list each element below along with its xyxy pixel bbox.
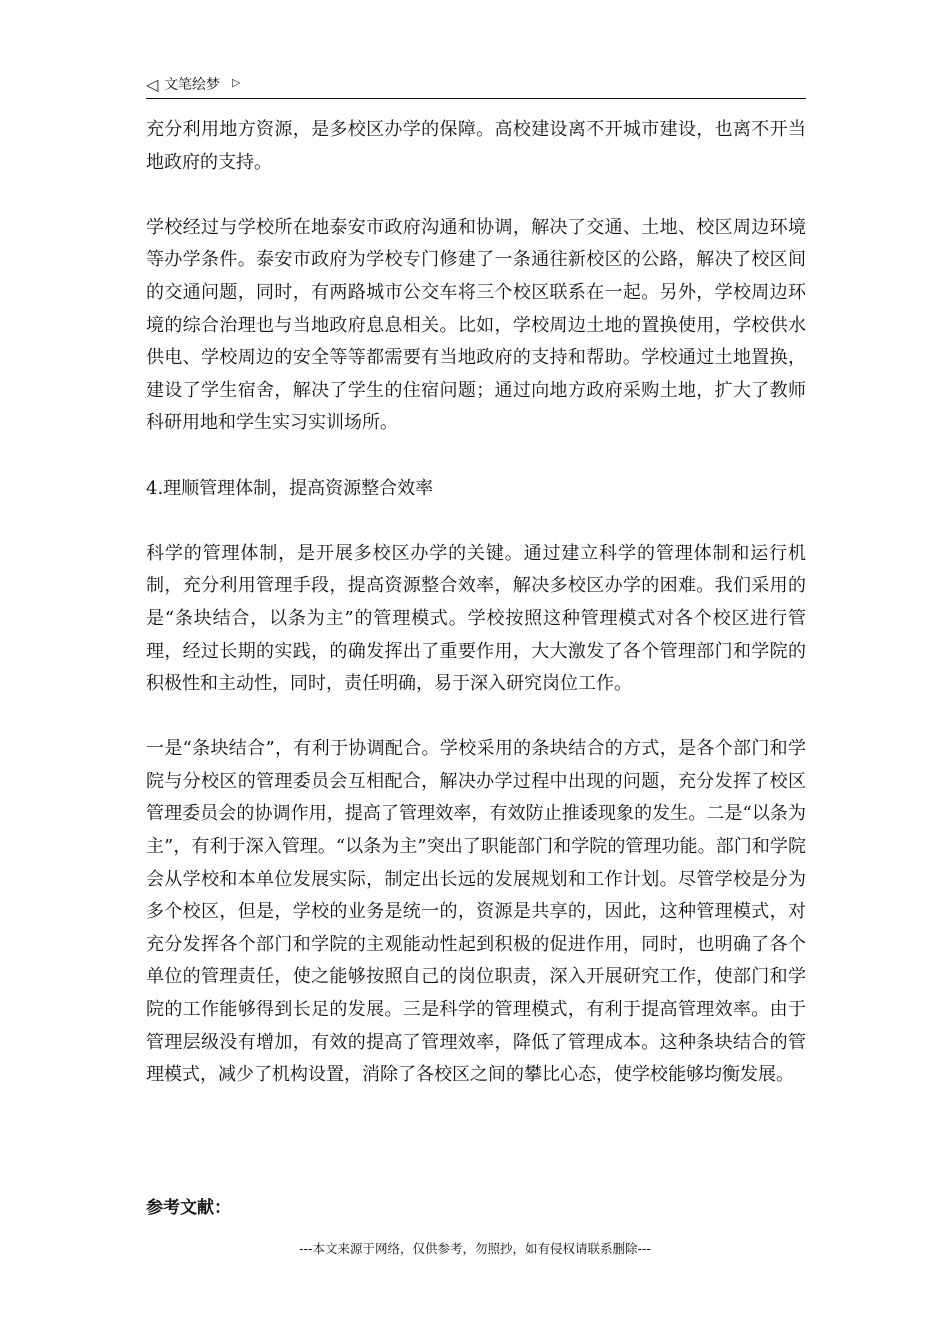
right-triangle-icon: ▷	[232, 76, 241, 89]
section-heading: 4.理顺管理体制，提高资源整合效率	[146, 477, 434, 499]
footer-disclaimer: ---本文来源于网络，仅供参考，勿照抄，如有侵权请联系删除---	[298, 1241, 652, 1256]
header-title: 文笔绘梦	[164, 77, 220, 93]
paragraph-local-resources: 充分利用地方资源，是多校区办学的保障。高校建设离不开城市建设，也离不开当地政府的支持。	[146, 119, 806, 173]
page-header	[146, 74, 806, 99]
references-label: 参考文献：	[146, 1198, 231, 1218]
paragraph-management-details: 一是“条块结合”，有利于协调配合。学校采用的条块结合的方式，是各个部门和学院与分校区的管理委员会互相配合，解决办学过程中出现的问题，充分发挥了校区管理委员会的协调作用，提高了管理效率，有效防止推诿现象的发生。二是“以条为主”，有利于深入管理。“以条为主”突出了职能部门和学院的管理功能。部门和学院会从学校和本单位发展实际，制定出长远的发展规划和工作计划。尽管学校是分为多个校区，但是，学校的业务是统一的，资源是共享的，因此，这种管理模式，对充分发挥各个部门和学院的主观能动性起到积极的促进作用，同时，也明确了各个单位的管理责任，使之能够按照自己的岗位职责，深入开展研究工作，使部门和学院的工作能够得到长足的发展。三是科学的管理模式，有利于提高管理效率。由于管理层级没有增加，有效的提高了管理效率，降低了管理成本。这种条块结合的管理模式，减少了机构设置，消除了各校区之间的攀比心态，使学校能够均衡发展。	[146, 738, 806, 1086]
left-triangle-icon: ◁	[146, 75, 159, 94]
document-body	[146, 114, 806, 1124]
paragraph-management-system: 科学的管理体制，是开展多校区办学的关键。通过建立科学的管理体制和运行机制，充分利用管理手段，提高资源整合效率，解决多校区办学的困难。我们采用的是“条块结合，以条为主”的管理模式。学校按照这种管理模式对各个校区进行管理，经过长期的实践，的确发挥出了重要作用，大大激发了各个管理部门和学院的积极性和主动性，同时，责任明确，易于深入研究岗位工作。	[146, 542, 806, 695]
paragraph-government-cooperation: 学校经过与学校所在地泰安市政府沟通和协调，解决了交通、土地、校区周边环境等办学条件。泰安市政府为学校专门修建了一条通往新校区的公路，解决了校区间的交通问题，同时，有两路城市公交车将三个校区联系在一起。另外，学校周边环境的综合治理也与当地政府息息相关。比如，学校周边土地的置换使用，学校供水供电、学校周边的安全等等都需要有当地政府的支持和帮助。学校通过土地置换，建设了学生宿舍，解决了学生的住宿问题；通过向地方政府采购土地，扩大了教师科研用地和学生实习实训场所。	[146, 216, 806, 434]
